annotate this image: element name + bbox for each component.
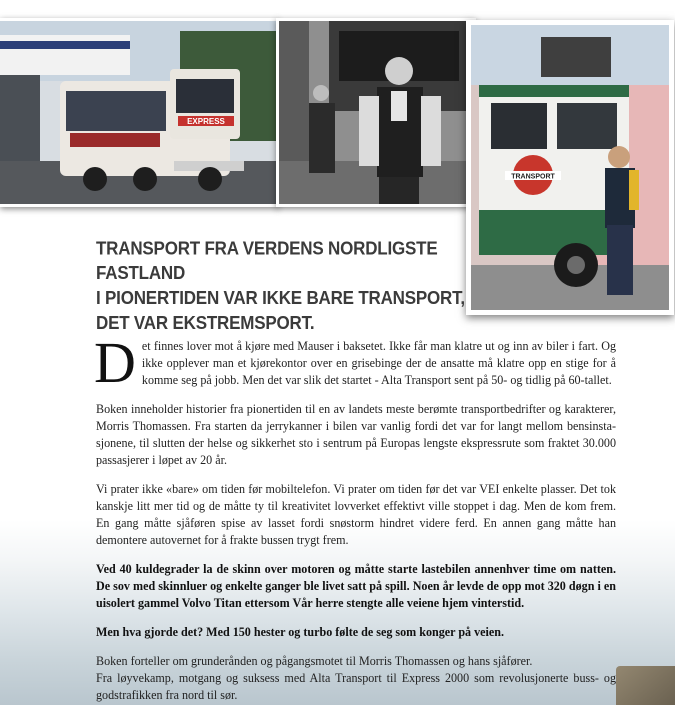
- paragraph-3: Vi prater ikke «bare» om tiden før mobiltelefon. Vi prater om tiden før det var VEI enkelte plasser. Det tok kanskje litt mer tid og de måtte ty til kreativitet lovverket effektivt ville stoppet i dag. Men de kom frem. En gang måtte sjåføren spise av lasset fordi snøstorm hindret videre ferd. En annen gang måtte han demontere autovernet for å frakte bussen trygt frem.: [96, 482, 616, 547]
- headline: [96, 236, 476, 335]
- headline-line-2: I PIONERTIDEN VAR IKKE BARE TRANSPORT,: [96, 287, 465, 309]
- body-text: [94, 330, 616, 716]
- paragraph-4-bold: Ved 40 kuldegrader la de skinn over motoren og måtte starte lastebilen annenhver time om natten. De sov med skinnluer og enkelte ganger ble livet satt på spill. Noen år levde de opp mot 320 døgn i en uisolert gammel Volvo Titan ettersom Vår herre stengte alle veiene hjem vinterstid.: [96, 562, 616, 610]
- headline-line-1: TRANSPORT FRA VERDENS NORDLIGSTE FASTLAND: [96, 238, 438, 284]
- paragraph-intro: [94, 330, 616, 395]
- paragraph-2: Boken inneholder historier fra pionertiden til en av landets meste berømte transportbedrifter og karakterer, Morris Thomassen. Fra starten da jerrykanner i bilen var vanlig fordi det var for langt mellom bensinsta-sjonene, til slutten der helse og sikkerhet sto i sentrum på Europas lengste ekspressrute som fraktet 30.000 passasjerer i løpet av 20 år.: [96, 402, 616, 467]
- paragraph-1-text: et finnes lover mot å kjøre med Mauser i baksetet. Ikke får man klatre ut og inn av biler i fart. Og ikke opplever man et kjørekontor over en grisebinge der de ansatte må klatre opp en stige for å komme seg på jobb. Men det var slik det startet - Alta Transport sent på 50- og tidlig på 60-tallet.: [141, 339, 616, 387]
- truck-logo: TRANSPORT: [511, 173, 555, 181]
- headline-line-3: DET VAR EKSTREMSPORT.: [96, 312, 315, 334]
- bus-sign: EXPRESS: [187, 117, 225, 126]
- paragraph-7: Fra løyvekamp, motgang og suksess med Alta Transport til Express 2000 som revolusjonerte buss- og godstrafikken fra nord til sør.: [96, 671, 616, 702]
- photo-transport-truck: [466, 20, 674, 315]
- drop-cap: D: [94, 330, 136, 395]
- photo-express-bus: [0, 18, 279, 207]
- corner-photo-fragment: [616, 666, 675, 705]
- photo-drivers: [276, 18, 476, 207]
- paragraph-5-bold: Men hva gjorde det? Med 150 hester og turbo følte de seg som konger på veien.: [96, 625, 505, 639]
- paragraph-6: Boken forteller om grunderånden og pågangsmotet til Morris Thomassen og hans sjåfører.: [96, 654, 533, 668]
